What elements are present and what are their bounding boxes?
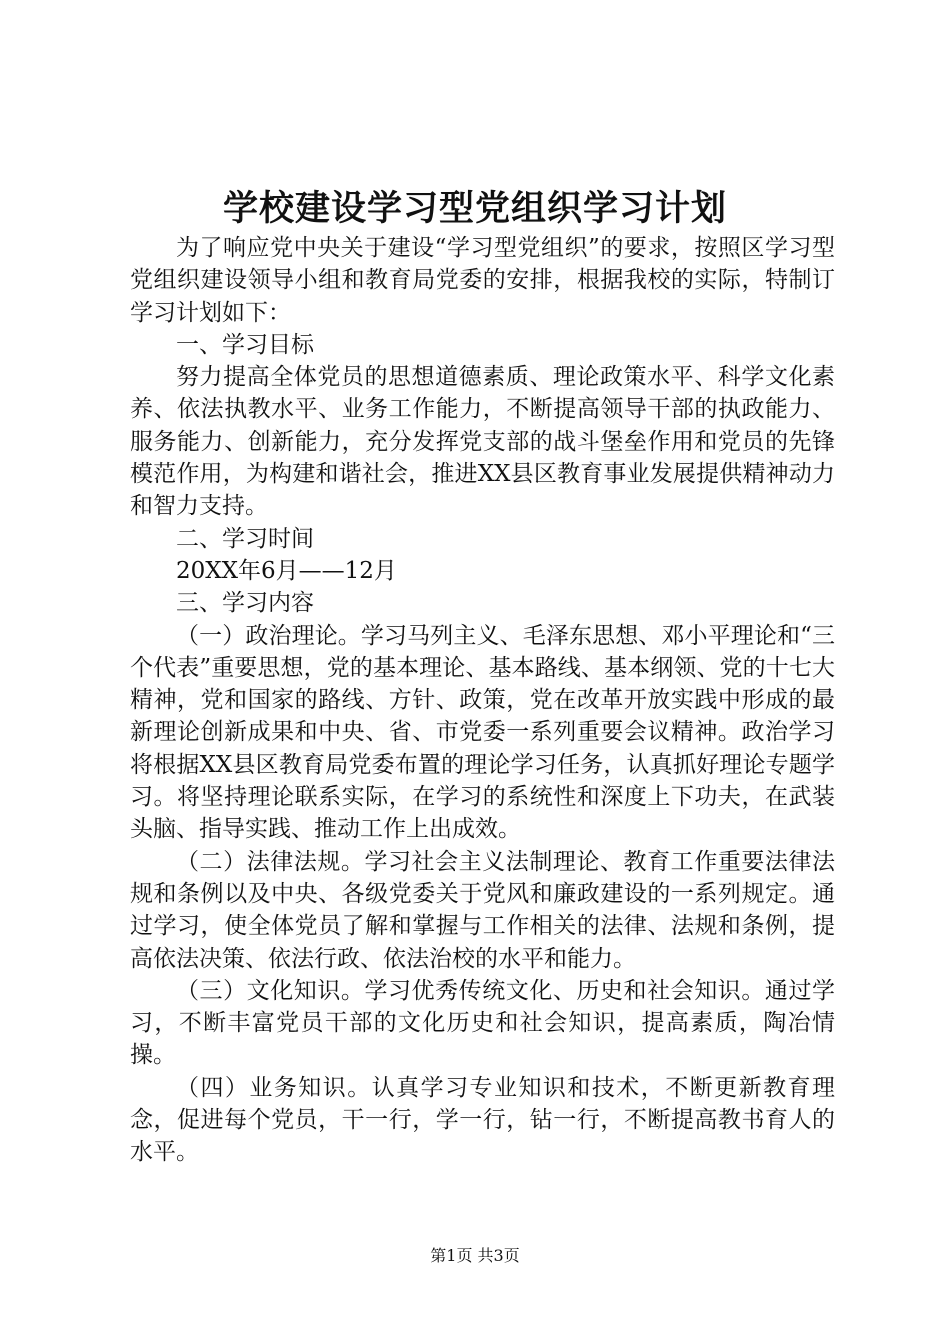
content-culture-paragraph: （三）文化知识。学习优秀传统文化、历史和社会知识。通过学习，不断丰富党员干部的文化历史和社会知识，提高素质，陶冶情操。 <box>130 977 835 1069</box>
document-title: 学校建设学习型党组织学习计划 <box>222 188 727 229</box>
section-heading-goal: 一、学习目标 <box>176 331 314 358</box>
content-politics-paragraph: （一）政治理论。学习马列主义、毛泽东思想、邓小平理论和“三个代表”重要思想，党的基本理论、基本路线、基本纲领、党的十七大精神，党和国家的路线、方针、政策，党在改革开放实践中形成的最新理论创新成果和中央、省、市党委一系列重要会议精神。政治学习将根据XX县区教育局党委布置的理论学习任务，认真抓好理论专题学习。将坚持理论联系实际，在学习的系统性和深度上下功夫，在武装头脑、指导实践、推动工作上出成效。 <box>130 622 835 843</box>
section-heading-content: 三、学习内容 <box>176 590 314 617</box>
time-paragraph: 20XX年6月——12月 <box>176 557 397 584</box>
page-footer: 第1页 共3页 <box>430 1246 520 1265</box>
document-body <box>130 232 835 1169</box>
content-law-paragraph: （二）法律法规。学习社会主义法制理论、教育工作重要法律法规和条例以及中央、各级党委关于党风和廉政建设的一系列规定。通过学习，使全体党员了解和掌握与工作相关的法律、法规和条例，提高依法决策、依法行政、依法治校的水平和能力。 <box>130 848 835 972</box>
content-business-paragraph: （四）业务知识。认真学习专业知识和技术，不断更新教育理念，促进每个党员，干一行，学一行，钻一行，不断提高教书育人的水平。 <box>130 1074 835 1166</box>
section-heading-time: 二、学习时间 <box>176 525 314 552</box>
intro-paragraph: 为了响应党中央关于建设“学习型党组织”的要求，按照区学习型党组织建设领导小组和教育局党委的安排，根据我校的实际，特制订学习计划如下： <box>130 235 835 326</box>
goal-paragraph: 努力提高全体党员的思想道德素质、理论政策水平、科学文化素养、依法执教水平、业务工作能力，不断提高领导干部的执政能力、服务能力、创新能力，充分发挥党支部的战斗堡垒作用和党员的先锋模范作用，为构建和谐社会，推进XX县区教育事业发展提供精神动力和智力支持。 <box>130 364 835 520</box>
